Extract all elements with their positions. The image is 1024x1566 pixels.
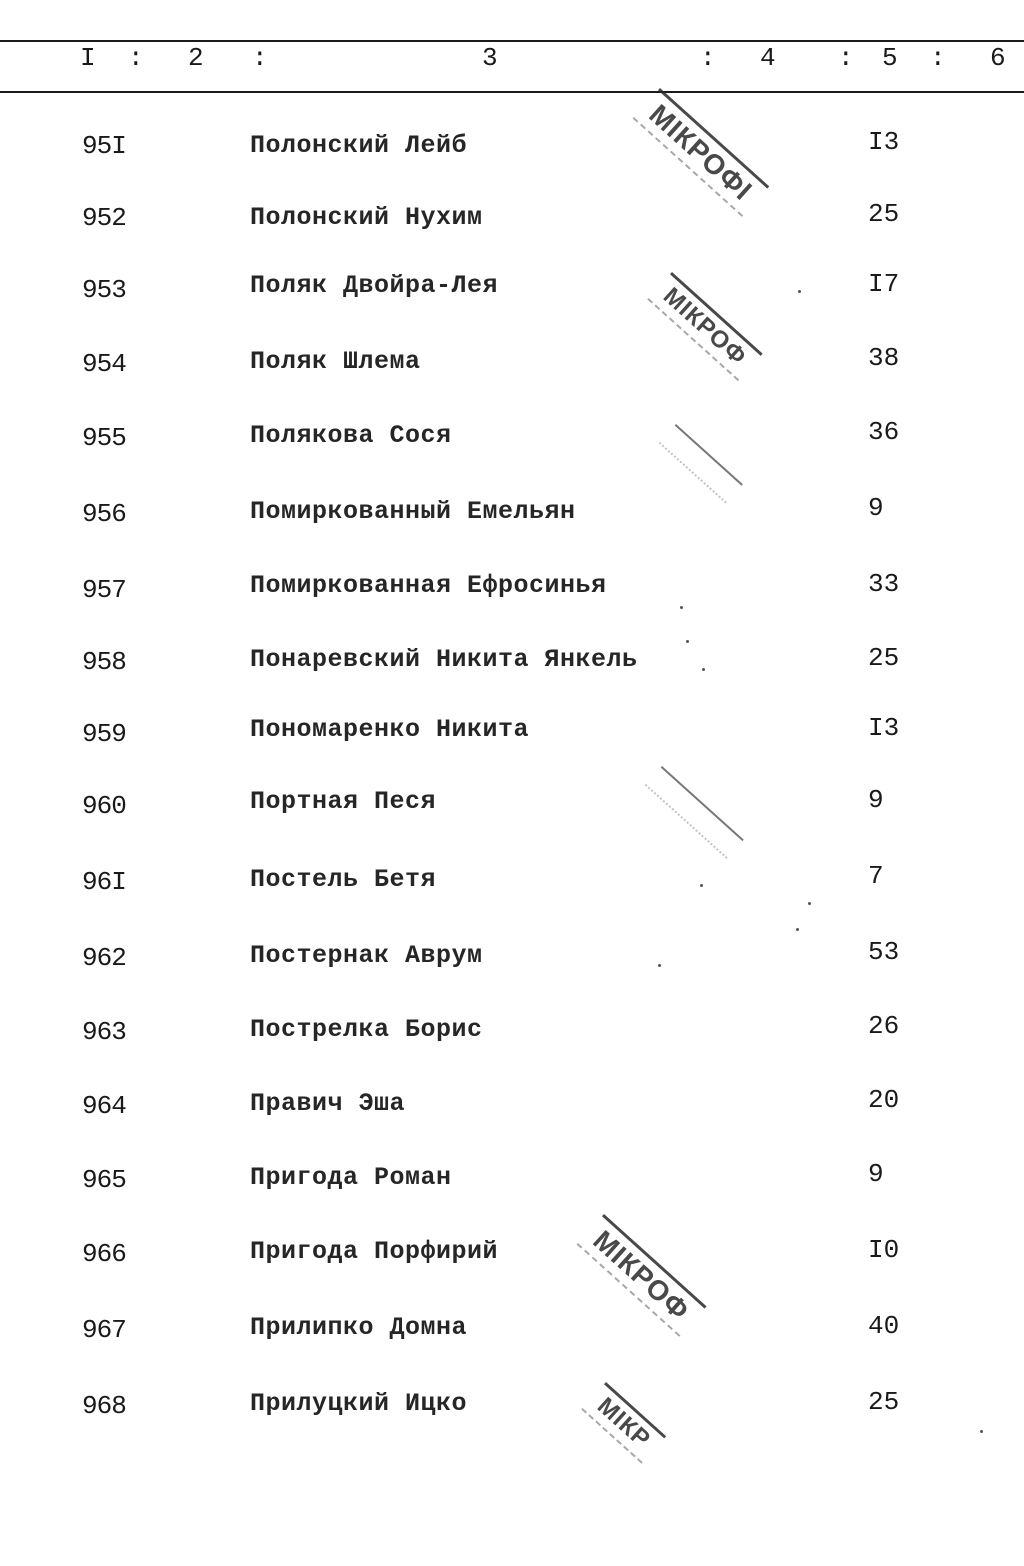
row-name: Понаревский Никита Янкель	[250, 645, 638, 674]
row-value: I3	[868, 127, 900, 157]
row-value: 9	[868, 785, 884, 815]
row-number: 957	[82, 575, 126, 605]
row-number: 952	[82, 203, 126, 233]
row-name: Постернак Аврум	[250, 941, 483, 970]
scan-speck	[658, 964, 661, 967]
row-name: Постель Бетя	[250, 865, 437, 894]
row-value: 25	[868, 643, 900, 673]
row-name: Пригода Роман	[250, 1163, 452, 1192]
scan-speck	[700, 884, 703, 887]
row-name: Правич Эша	[250, 1089, 406, 1118]
header-col-3: 3	[482, 43, 498, 73]
row-value: 53	[868, 937, 900, 967]
scan-speck	[686, 640, 689, 643]
row-name: Пострелка Борис	[250, 1015, 483, 1044]
row-value: 40	[868, 1311, 900, 1341]
list-item	[0, 714, 1024, 754]
row-value: 25	[868, 1387, 900, 1417]
list-item	[0, 198, 1024, 238]
list-item	[0, 270, 1024, 310]
list-item	[0, 1160, 1024, 1200]
header-col-2: 2	[188, 43, 204, 73]
row-name: Полякова Сося	[250, 421, 452, 450]
list-item	[0, 1012, 1024, 1052]
row-number: 95I	[82, 131, 126, 161]
scan-speck	[808, 902, 811, 905]
list-item	[0, 494, 1024, 534]
list-item	[0, 642, 1024, 682]
header-sep-5: :	[930, 43, 946, 73]
header-col-4: 4	[760, 43, 776, 73]
header-sep-4: :	[838, 43, 854, 73]
header-sep-2: :	[252, 43, 268, 73]
scan-speck	[680, 606, 683, 609]
row-value: 36	[868, 417, 900, 447]
microfilm-stamp: МІКРОФІ	[633, 88, 770, 217]
header-col-6: 6	[990, 43, 1006, 73]
row-name: Помиркованный Емельян	[250, 497, 576, 526]
row-name: Поляк Двойра-Лея	[250, 271, 499, 300]
list-item	[0, 1234, 1024, 1274]
row-value: I3	[868, 713, 900, 743]
scan-speck	[798, 290, 801, 293]
list-item	[0, 1386, 1024, 1426]
row-name: Пономаренко Никита	[250, 715, 530, 744]
list-item	[0, 1086, 1024, 1126]
scan-speck	[702, 668, 705, 671]
row-number: 967	[82, 1315, 126, 1345]
row-value: 25	[868, 199, 900, 229]
row-number: 956	[82, 499, 126, 529]
header-bottom-rule	[0, 91, 1024, 93]
row-number: 962	[82, 943, 126, 973]
header-sep-3: :	[700, 43, 716, 73]
scan-speck	[796, 928, 799, 931]
row-number: 964	[82, 1091, 126, 1121]
row-name: Прилуцкий Ицко	[250, 1389, 468, 1418]
microfilm-stamp: МІКРОФ	[647, 272, 763, 381]
list-item	[0, 418, 1024, 458]
row-name: Поляк Шлема	[250, 347, 421, 376]
row-number: 966	[82, 1239, 126, 1269]
row-number: 963	[82, 1017, 126, 1047]
row-name: Прилипко Домна	[250, 1313, 468, 1342]
row-number: 960	[82, 791, 126, 821]
row-number: 959	[82, 719, 126, 749]
list-item	[0, 938, 1024, 978]
list-item	[0, 862, 1024, 902]
row-value: 20	[868, 1085, 900, 1115]
row-number: 955	[82, 423, 126, 453]
row-number: 965	[82, 1165, 126, 1195]
row-number: 968	[82, 1391, 126, 1421]
row-value: 38	[868, 343, 900, 373]
header-col-1: I	[80, 43, 96, 73]
header-col-5: 5	[882, 43, 898, 73]
row-name: Помиркованная Ефросинья	[250, 571, 607, 600]
row-value: I0	[868, 1235, 900, 1265]
list-item	[0, 344, 1024, 384]
microfilm-stamp: МІКРОФ	[577, 1214, 707, 1337]
list-item	[0, 786, 1024, 826]
row-value: 9	[868, 493, 884, 523]
row-name: Пригода Порфирий	[250, 1237, 499, 1266]
row-value: 9	[868, 1159, 884, 1189]
row-number: 953	[82, 275, 126, 305]
row-name: Полонский Нухим	[250, 203, 483, 232]
header-top-rule	[0, 40, 1024, 42]
row-value: 33	[868, 569, 900, 599]
row-number: 958	[82, 647, 126, 677]
list-item	[0, 126, 1024, 166]
microfilm-stamp: МІКР	[581, 1382, 666, 1464]
row-value: 7	[868, 861, 884, 891]
list-item	[0, 1310, 1024, 1350]
row-value: 26	[868, 1011, 900, 1041]
header-sep-1: :	[128, 43, 144, 73]
row-name: Портная Песя	[250, 787, 437, 816]
scan-speck	[980, 1430, 983, 1433]
row-number: 954	[82, 349, 126, 379]
list-item	[0, 570, 1024, 610]
row-number: 96I	[82, 867, 126, 897]
row-name: Полонский Лейб	[250, 131, 468, 160]
row-value: I7	[868, 269, 900, 299]
